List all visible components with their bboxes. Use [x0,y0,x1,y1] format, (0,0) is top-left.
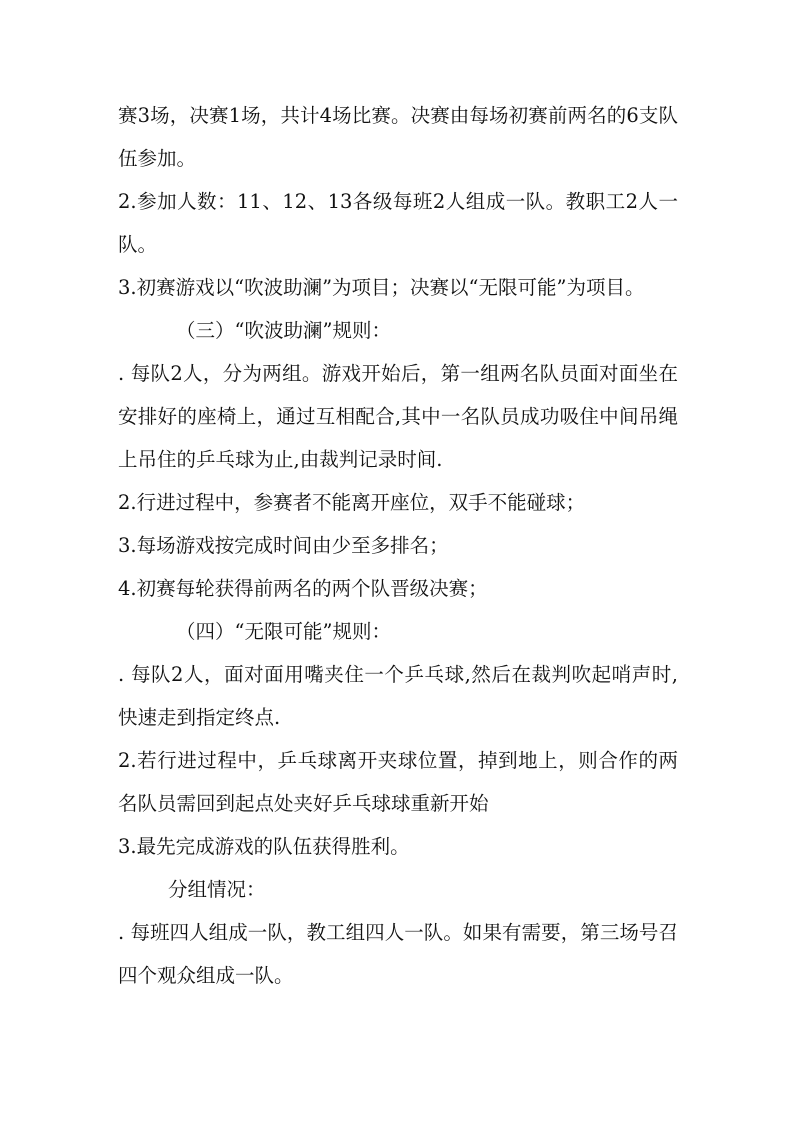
section-heading-blow-rules: （三）“吹波助澜”规则： [176,319,391,342]
paragraph-infinite-rule-2: 2.若行进过程中，乒乓球离开夹球位置，掉到地上，则合作的两名队员需回到起点处夹好乒乓球球重新开始 [118,749,678,815]
paragraph-infinite-rule-3: 3.最先完成游戏的队伍获得胜利。 [118,835,410,858]
paragraph-projects: 3.初赛游戏以“吹波助澜”为项目；决赛以“无限可能”为项目。 [118,276,645,299]
paragraph-participants: 2.参加人数：11、12、13各级每班2人组成一队。教职工2人一队。 [118,190,678,256]
paragraph-blow-rule-1: . 每队2人，分为两组。游戏开始后，第一组两名队员面对面坐在安排好的座椅上，通过互相配合,其中一名队员成功吸住中间吊绳上吊住的乒乓球为止,由裁判记录时间. [118,362,678,471]
document-body [118,94,678,997]
section-heading-infinite-rules: （四）“无限可能”规则： [176,620,391,643]
section-heading-grouping: 分组情况： [168,878,266,901]
paragraph-blow-rule-3: 3.每场游戏按完成时间由少至多排名； [118,534,449,557]
paragraph-infinite-rule-1: . 每队2人，面对面用嘴夹住一个乒乓球,然后在裁判吹起哨声时,快速走到指定终点. [118,663,678,729]
paragraph-grouping: . 每班四人组成一队，教工组四人一队。如果有需要，第三场号召四个观众组成一队。 [118,921,678,987]
paragraph-schedule: 赛3场，决赛1场，共计4场比赛。决赛由每场初赛前两名的6支队伍参加。 [118,104,678,170]
paragraph-blow-rule-2: 2.行进过程中，参赛者不能离开座位，双手不能碰球； [118,491,586,514]
paragraph-blow-rule-4: 4.初赛每轮获得前两名的两个队晋级决赛； [118,577,488,600]
